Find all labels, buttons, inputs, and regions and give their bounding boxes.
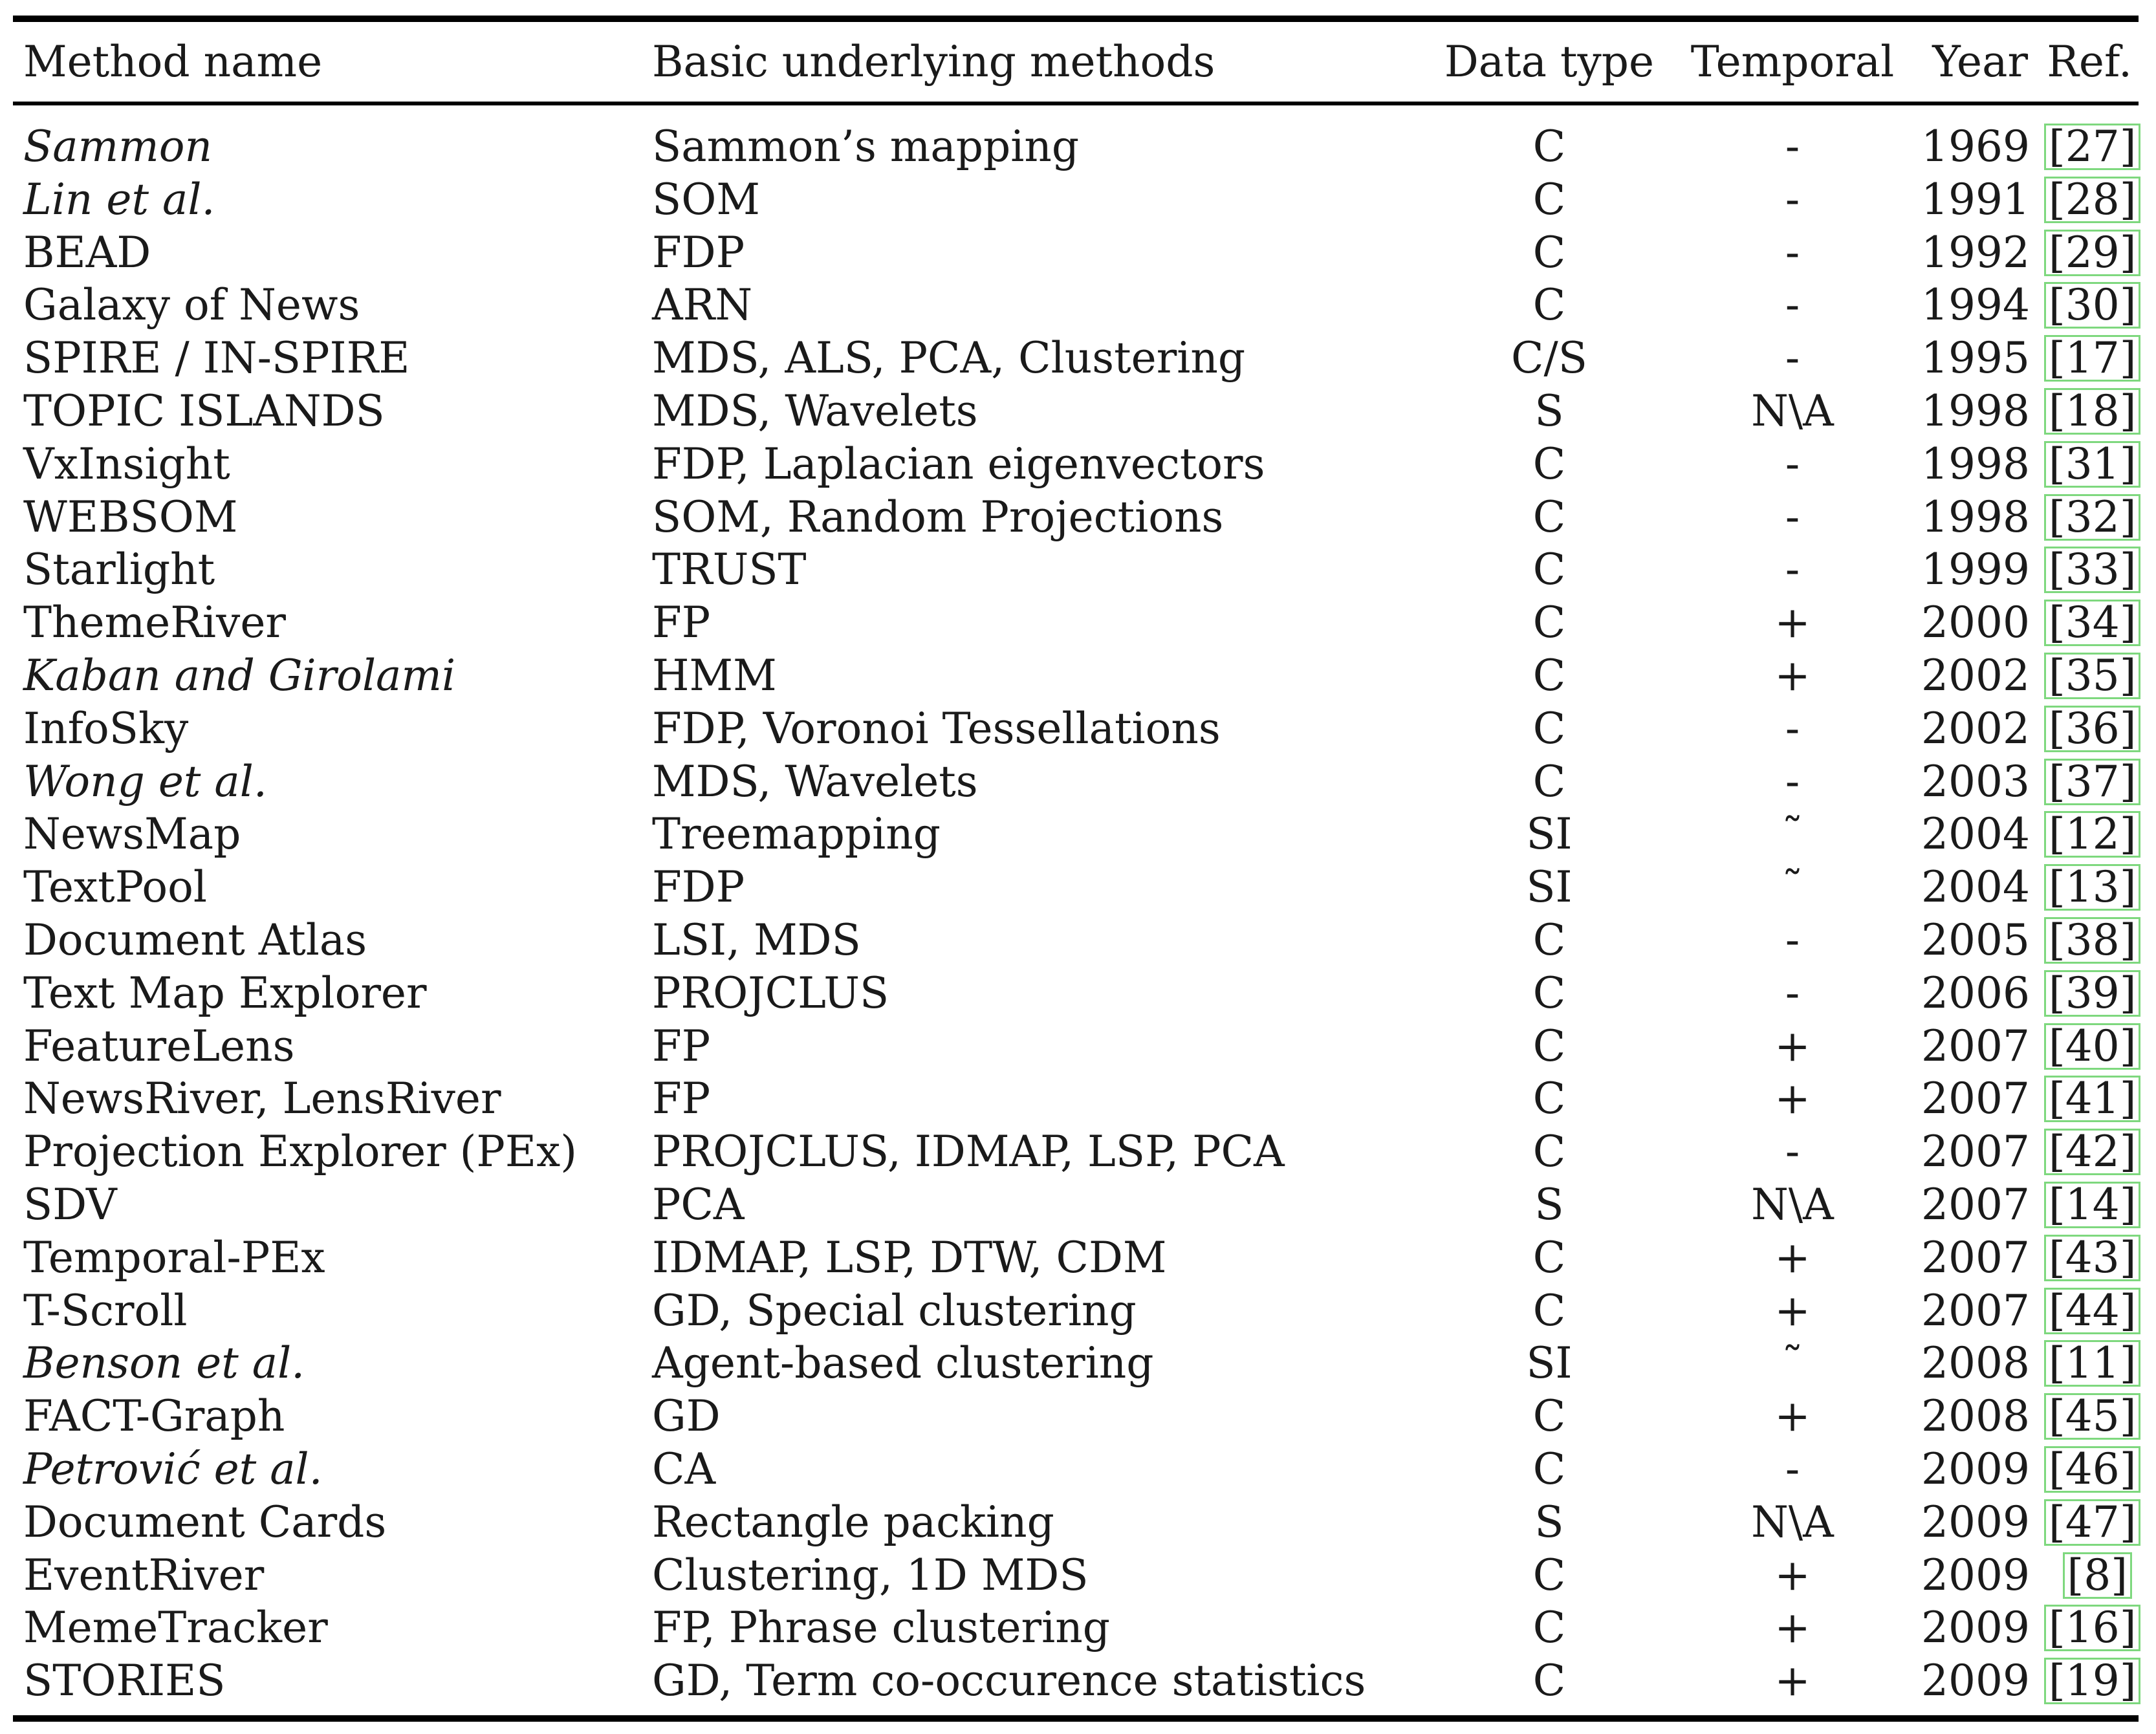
method-name-cell: Wong et al. [23,757,267,807]
citation-link[interactable]: [41] [2044,1076,2140,1122]
table-row [0,1337,2156,1390]
ref-cell [2044,1178,2137,1231]
citation-link[interactable]: [43] [2044,1235,2140,1281]
method-name-cell: TOPIC ISLANDS [23,386,385,436]
table-row [0,1231,2156,1284]
table-row [0,385,2156,438]
citation-link[interactable]: [29] [2044,230,2140,276]
temporal-cell: - [1785,175,1800,224]
method-name-cell: TextPool [23,862,208,912]
ref-cell [2044,491,2137,544]
year-cell: 2009 [1921,1656,2030,1706]
basic-methods-cell: Rectangle packing [652,1497,1054,1547]
basic-methods-cell: MDS, ALS, PCA, Clustering [652,333,1246,383]
ref-cell [2044,596,2137,649]
table-header-rule [13,102,2139,105]
year-cell: 2006 [1921,968,2030,1018]
year-cell: 2002 [1921,704,2030,753]
temporal-cell: - [1785,439,1800,489]
table-row [0,438,2156,491]
temporal-cell: - [1785,333,1800,383]
year-cell: 1994 [1921,280,2030,330]
year-cell: 2007 [1921,1074,2030,1123]
method-name-cell: Sammon [23,122,212,171]
ref-cell [2044,1443,2137,1496]
basic-methods-cell: FP [652,598,711,647]
ref-cell [2044,1496,2137,1549]
basic-methods-cell: PCA [652,1180,745,1230]
table-row [0,1390,2156,1443]
basic-methods-cell: FP, Phrase clustering [652,1603,1110,1653]
year-cell: 2005 [1921,915,2030,965]
data-type-cell: SI [1526,862,1573,912]
year-cell: 1998 [1921,386,2030,436]
citation-link[interactable]: [36] [2044,706,2140,752]
data-type-cell: SI [1526,809,1573,859]
header-data-type: Data type [1444,37,1655,87]
basic-methods-cell: Sammon’s mapping [652,122,1080,171]
header-year: Year [1932,37,2028,87]
year-cell: 2007 [1921,1021,2030,1071]
basic-methods-cell: ARN [652,280,753,330]
basic-methods-cell: FDP, Laplacian eigenvectors [652,439,1265,489]
method-name-cell: Lin et al. [23,175,215,224]
year-cell: 2007 [1921,1233,2030,1283]
basic-methods-cell: Agent-based clustering [652,1338,1154,1388]
data-type-cell: C [1532,1550,1566,1600]
ref-cell [2044,438,2137,491]
method-name-cell: Document Atlas [23,915,367,965]
year-cell: 2002 [1921,651,2030,700]
basic-methods-cell: FDP [652,228,745,277]
basic-methods-cell: SOM [652,175,760,224]
data-type-cell: C [1532,1286,1566,1336]
citation-link[interactable]: [40] [2044,1023,2140,1070]
data-type-cell: C [1532,280,1566,330]
temporal-cell: - [1785,545,1800,594]
data-type-cell: S [1534,386,1564,436]
citation-link[interactable]: [17] [2044,335,2140,382]
basic-methods-cell: GD, Special clustering [652,1286,1137,1336]
ref-cell [2044,1020,2137,1073]
method-name-cell: Kaban and Girolami [23,651,456,700]
data-type-cell: S [1534,1180,1564,1230]
citation-link[interactable]: [12] [2044,811,2140,858]
temporal-cell: - [1785,704,1800,753]
year-cell: 2004 [1921,862,2030,912]
citation-link[interactable]: [35] [2044,653,2140,699]
temporal-cell: + [1774,598,1811,647]
method-name-cell: NewsRiver, LensRiver [23,1074,501,1123]
temporal-cell: - [1785,915,1800,965]
method-name-cell: Petrović et al. [23,1444,323,1494]
temporal-cell: - [1785,228,1800,277]
header-row [0,36,2156,89]
table-row [0,120,2156,173]
table-row [0,649,2156,702]
basic-methods-cell: Treemapping [652,809,941,859]
temporal-cell: ˜ [1781,809,1803,859]
temporal-cell: N\A [1751,386,1834,436]
temporal-cell: + [1774,1233,1811,1283]
citation-link[interactable]: [18] [2044,388,2140,435]
citation-link[interactable]: [31] [2044,441,2140,488]
header-ref: Ref. [2047,37,2132,87]
citation-link[interactable]: [28] [2044,177,2140,223]
basic-methods-cell: LSI, MDS [652,915,861,965]
citation-link[interactable]: [30] [2044,282,2140,329]
citation-link[interactable]: [38] [2044,917,2140,964]
table-row [0,1284,2156,1338]
year-cell: 1992 [1921,228,2030,277]
data-type-cell: C [1532,1233,1566,1283]
table-row [0,226,2156,279]
table-row [0,755,2156,808]
table-top-rule [13,16,2139,22]
table-row [0,1020,2156,1073]
table-row [0,1601,2156,1654]
temporal-cell: + [1774,1656,1811,1706]
ref-cell [2044,1284,2137,1338]
year-cell: 2009 [1921,1603,2030,1653]
year-cell: 2009 [1921,1550,2030,1600]
citation-link[interactable]: [14] [2044,1182,2140,1228]
table-row [0,596,2156,649]
citation-link[interactable]: [11] [2044,1340,2140,1387]
method-name-cell: Temporal-PEx [23,1233,325,1283]
ref-cell [2044,1231,2137,1284]
citation-link[interactable]: [8] [2063,1552,2133,1599]
ref-cell [2044,173,2137,226]
table-row [0,967,2156,1020]
temporal-cell: + [1774,1391,1811,1441]
ref-cell [2044,1601,2137,1654]
citation-link[interactable]: [39] [2044,970,2140,1017]
year-cell: 1998 [1921,439,2030,489]
ref-cell [2044,1654,2137,1707]
year-cell: 2007 [1921,1180,2030,1230]
table-bottom-rule [13,1715,2139,1722]
data-type-cell: C [1532,968,1566,1018]
header-method-name: Method name [23,37,323,87]
year-cell: 2009 [1921,1444,2030,1494]
method-name-cell: InfoSky [23,704,189,753]
temporal-cell: + [1774,1074,1811,1123]
basic-methods-cell: MDS, Wavelets [652,757,978,807]
ref-cell [2044,967,2137,1020]
data-type-cell: C [1532,545,1566,594]
basic-methods-cell: HMM [652,651,777,700]
citation-link[interactable]: [45] [2044,1393,2140,1440]
temporal-cell: - [1785,968,1800,1018]
table-row [0,1443,2156,1496]
citation-link[interactable]: [37] [2044,759,2140,805]
temporal-cell: - [1785,122,1800,171]
basic-methods-cell: FDP [652,862,745,912]
basic-methods-cell: PROJCLUS, IDMAP, LSP, PCA [652,1127,1285,1176]
temporal-cell: + [1774,1021,1811,1071]
basic-methods-cell: FP [652,1021,711,1071]
basic-methods-cell: SOM, Random Projections [652,492,1224,542]
ref-cell [2044,808,2137,861]
year-cell: 1999 [1921,545,2030,594]
method-name-cell: VxInsight [23,439,230,489]
method-name-cell: Document Cards [23,1497,387,1547]
method-name-cell: Text Map Explorer [23,968,427,1018]
temporal-cell: ˜ [1781,1338,1803,1388]
ref-cell [2044,649,2137,702]
method-name-cell: WEBSOM [23,492,238,542]
method-name-cell: SPIRE / IN-SPIRE [23,333,410,383]
year-cell: 1969 [1921,122,2030,171]
method-name-cell: BEAD [23,228,151,277]
basic-methods-cell: PROJCLUS [652,968,889,1018]
year-cell: 2007 [1921,1127,2030,1176]
table-row [0,808,2156,861]
table-row [0,543,2156,596]
data-type-cell: C [1532,651,1566,700]
table-row [0,1549,2156,1602]
table-row [0,861,2156,914]
method-name-cell: MemeTracker [23,1603,328,1653]
method-name-cell: Benson et al. [23,1338,305,1388]
ref-cell [2044,279,2137,332]
method-name-cell: Starlight [23,545,215,594]
citation-link[interactable]: [47] [2044,1499,2140,1546]
method-name-cell: SDV [23,1180,117,1230]
data-type-cell: C [1532,175,1566,224]
temporal-cell: - [1785,1127,1800,1176]
data-type-cell: C [1532,915,1566,965]
year-cell: 2004 [1921,809,2030,859]
method-name-cell: FACT-Graph [23,1391,285,1441]
method-name-cell: T-Scroll [23,1286,188,1336]
basic-methods-cell: GD, Term co-occurence statistics [652,1656,1366,1706]
temporal-cell: - [1785,1444,1800,1494]
year-cell: 2003 [1921,757,2030,807]
table-row [0,332,2156,385]
basic-methods-cell: Clustering, 1D MDS [652,1550,1089,1600]
data-type-cell: SI [1526,1338,1573,1388]
table-row [0,1125,2156,1178]
temporal-cell: + [1774,651,1811,700]
data-type-cell: C [1532,1021,1566,1071]
ref-cell [2044,1390,2137,1443]
data-type-cell: C [1532,1656,1566,1706]
temporal-cell: + [1774,1550,1811,1600]
citation-link[interactable]: [34] [2044,600,2140,646]
ref-cell [2044,543,2137,596]
data-type-cell: C/S [1511,333,1587,383]
basic-methods-cell: IDMAP, LSP, DTW, CDM [652,1233,1167,1283]
year-cell: 1991 [1921,175,2030,224]
ref-cell [2044,1549,2132,1602]
table-row [0,1072,2156,1125]
year-cell: 1995 [1921,333,2030,383]
data-type-cell: C [1532,598,1566,647]
temporal-cell: - [1785,757,1800,807]
ref-cell [2044,226,2137,279]
citation-link[interactable]: [33] [2044,547,2140,593]
data-type-cell: C [1532,492,1566,542]
method-name-cell: NewsMap [23,809,241,859]
data-type-cell: C [1532,757,1566,807]
citation-link[interactable]: [19] [2044,1658,2140,1704]
year-cell: 2000 [1921,598,2030,647]
data-type-cell: C [1532,1074,1566,1123]
method-name-cell: Galaxy of News [23,280,360,330]
citation-link[interactable]: [16] [2044,1605,2140,1651]
data-type-cell: C [1532,704,1566,753]
data-type-cell: C [1532,1603,1566,1653]
data-type-cell: C [1532,1444,1566,1494]
ref-cell [2044,914,2137,967]
basic-methods-cell: CA [652,1444,716,1494]
ref-cell [2044,1072,2137,1125]
year-cell: 2008 [1921,1391,2030,1441]
year-cell: 2008 [1921,1338,2030,1388]
year-cell: 2009 [1921,1497,2030,1547]
ref-cell [2044,755,2137,808]
table-row [0,1654,2156,1707]
data-type-cell: C [1532,228,1566,277]
method-name-cell: ThemeRiver [23,598,286,647]
temporal-cell: + [1774,1286,1811,1336]
basic-methods-cell: FP [652,1074,711,1123]
table-row [0,1496,2156,1549]
temporal-cell: ˜ [1781,862,1803,912]
temporal-cell: N\A [1751,1180,1834,1230]
basic-methods-cell: GD [652,1391,721,1441]
data-type-cell: C [1532,439,1566,489]
citation-link[interactable]: [46] [2044,1446,2140,1493]
table-row [0,914,2156,967]
ref-cell [2044,861,2137,914]
table-row [0,702,2156,755]
ref-cell [2044,120,2137,173]
data-type-cell: C [1532,1127,1566,1176]
data-type-cell: C [1532,1391,1566,1441]
ref-cell [2044,1337,2137,1390]
citation-link[interactable]: [13] [2044,864,2140,911]
method-name-cell: STORIES [23,1656,226,1706]
temporal-cell: N\A [1751,1497,1834,1547]
table-row [0,279,2156,332]
table-row [0,1178,2156,1231]
citation-link[interactable]: [32] [2044,494,2140,541]
temporal-cell: - [1785,492,1800,542]
table-row [0,173,2156,226]
header-temporal: Temporal [1690,37,1895,87]
ref-cell [2044,385,2137,438]
method-name-cell: FeatureLens [23,1021,295,1071]
data-type-cell: S [1534,1497,1564,1547]
temporal-cell: + [1774,1603,1811,1653]
year-cell: 2007 [1921,1286,2030,1336]
basic-methods-cell: FDP, Voronoi Tessellations [652,704,1221,753]
year-cell: 1998 [1921,492,2030,542]
citation-link[interactable]: [27] [2044,124,2140,170]
citation-link[interactable]: [44] [2044,1288,2140,1334]
method-name-cell: EventRiver [23,1550,265,1600]
temporal-cell: - [1785,280,1800,330]
ref-cell [2044,1125,2137,1178]
ref-cell [2044,332,2137,385]
data-type-cell: C [1532,122,1566,171]
ref-cell [2044,702,2137,755]
basic-methods-cell: TRUST [652,545,807,594]
header-basic-methods: Basic underlying methods [652,37,1215,87]
citation-link[interactable]: [42] [2044,1129,2140,1175]
basic-methods-cell: MDS, Wavelets [652,386,978,436]
method-name-cell: Projection Explorer (PEx) [23,1127,577,1176]
table-row [0,491,2156,544]
